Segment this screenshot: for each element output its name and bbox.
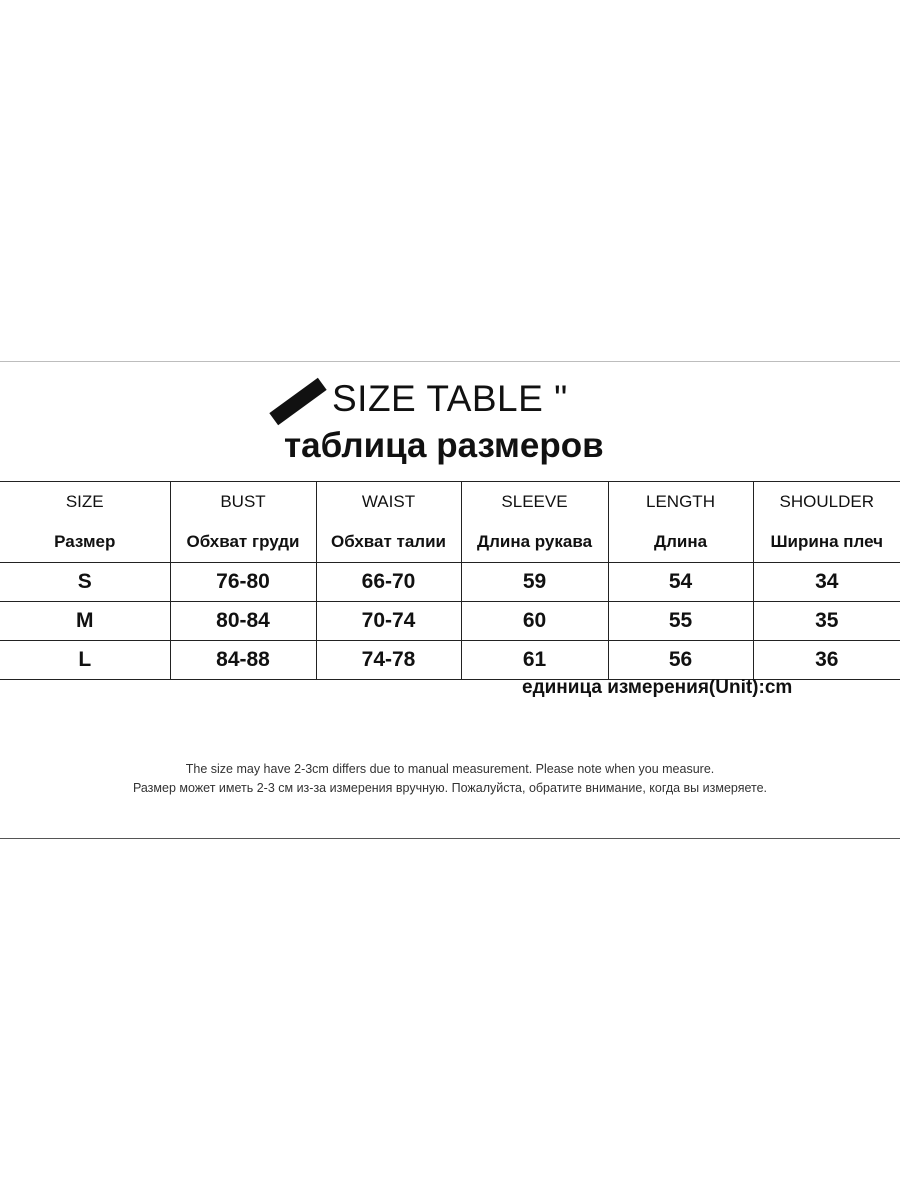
column-header-sleeve-ru: Длина рукава	[461, 522, 608, 563]
column-header-length: LENGTH	[608, 482, 753, 523]
sleeve-cell: 61	[461, 641, 608, 680]
column-header-size-ru: Размер	[0, 522, 170, 563]
column-header-size: SIZE	[0, 482, 170, 523]
column-header-waist: WAIST	[316, 482, 461, 523]
title-english: SIZE TABLE "	[332, 378, 568, 419]
size-cell: L	[0, 641, 170, 680]
shoulder-cell: 34	[753, 563, 900, 602]
sleeve-cell: 59	[461, 563, 608, 602]
shoulder-cell: 35	[753, 602, 900, 641]
bust-cell: 76-80	[170, 563, 316, 602]
waist-cell: 70-74	[316, 602, 461, 641]
measurement-note-russian: Размер может иметь 2-3 см из-за измерения вручную. Пожалуйста, обратите внимание, когда вы измеряете.	[132, 781, 768, 795]
header-row-russian	[0, 522, 900, 563]
waist-cell: 66-70	[316, 563, 461, 602]
bust-cell: 80-84	[170, 602, 316, 641]
length-cell: 54	[608, 563, 753, 602]
table-row	[0, 563, 900, 602]
size-cell: S	[0, 563, 170, 602]
waist-cell: 74-78	[316, 641, 461, 680]
bust-cell: 84-88	[170, 641, 316, 680]
column-header-bust: BUST	[170, 482, 316, 523]
sleeve-cell: 60	[461, 602, 608, 641]
shoulder-cell: 36	[753, 641, 900, 680]
column-header-shoulder-ru: Ширина плеч	[753, 522, 900, 563]
length-cell: 56	[608, 641, 753, 680]
column-header-bust-ru: Обхват груди	[170, 522, 316, 563]
size-chart-panel	[0, 361, 900, 839]
size-cell: M	[0, 602, 170, 641]
length-cell: 55	[608, 602, 753, 641]
column-header-waist-ru: Обхват талии	[316, 522, 461, 563]
measurement-note-english: The size may have 2-3cm differs due to manual measurement. Please note when you measure.	[185, 762, 715, 776]
header-row-english	[0, 482, 900, 523]
column-header-length-ru: Длина	[608, 522, 753, 563]
column-header-shoulder: SHOULDER	[753, 482, 900, 523]
table-row	[0, 602, 900, 641]
title-russian: таблица размеров	[284, 426, 604, 465]
column-header-sleeve: SLEEVE	[461, 482, 608, 523]
size-table	[0, 481, 900, 680]
table-row	[0, 641, 900, 680]
slash-mark-icon	[269, 378, 326, 425]
unit-note: единица измерения(Unit):cm	[522, 677, 793, 698]
